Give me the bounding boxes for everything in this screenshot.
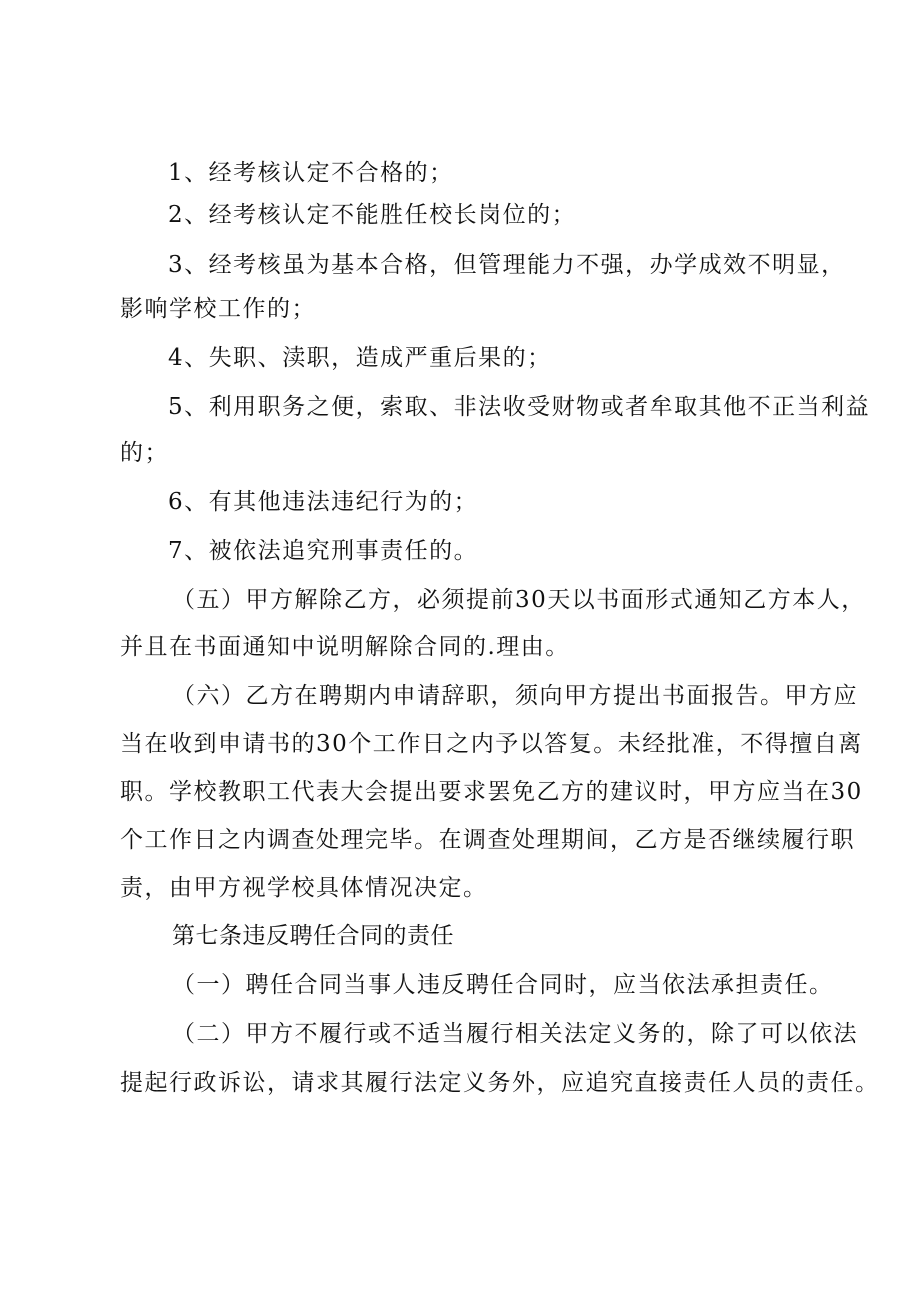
clause-item-5: 5、利用职务之便，索取、非法收受财物或者牟取其他不正当利益 xyxy=(168,394,871,420)
clause-item-2: 2、经考核认定不能胜任校长岗位的； xyxy=(168,202,577,228)
clause-item-7: 7、被依法追究刑事责任的。 xyxy=(168,538,479,564)
liability-item-2-continued: 提起行政诉讼，请求其履行法定义务外，应追究直接责任人员的责任。 xyxy=(120,1070,880,1096)
clause-item-6: 6、有其他违法违纪行为的； xyxy=(168,489,479,515)
clause-item-3-continued: 影响学校工作的； xyxy=(120,296,316,322)
clause-item-1: 1、经考核认定不合格的； xyxy=(168,160,454,186)
paragraph-six-line-5: 责，由甲方视学校具体情况决定。 xyxy=(120,875,488,901)
clause-item-4: 4、失职、渎职，造成严重后果的； xyxy=(168,345,552,371)
paragraph-five-continued: 并且在书面通知中说明解除合同的.理由。 xyxy=(120,634,570,660)
liability-item-2: （二）甲方不履行或不适当履行相关法定义务的，除了可以依法 xyxy=(172,1021,858,1047)
paragraph-six-line-2: 当在收到申请书的30个工作日之内予以答复。未经批准，不得擅自离 xyxy=(120,731,863,757)
paragraph-six-line-3: 职。学校教职工代表大会提出要求罢免乙方的建议时，甲方应当在30 xyxy=(120,779,863,805)
clause-item-5-continued: 的； xyxy=(120,440,169,466)
liability-item-1: （一）聘任合同当事人违反聘任合同时，应当依法承担责任。 xyxy=(172,972,834,998)
clause-item-3: 3、经考核虽为基本合格，但管理能力不强，办学成效不明显， xyxy=(168,252,846,278)
paragraph-six-line-4: 个工作日之内调查处理完毕。在调查处理期间，乙方是否继续履行职 xyxy=(120,827,855,853)
paragraph-five: （五）甲方解除乙方，必须提前30天以书面形式通知乙方本人， xyxy=(172,587,866,613)
article-seven-heading: 第七条违反聘任合同的责任 xyxy=(172,923,454,949)
paragraph-six: （六）乙方在聘期内申请辞职，须向甲方提出书面报告。甲方应 xyxy=(172,683,858,709)
